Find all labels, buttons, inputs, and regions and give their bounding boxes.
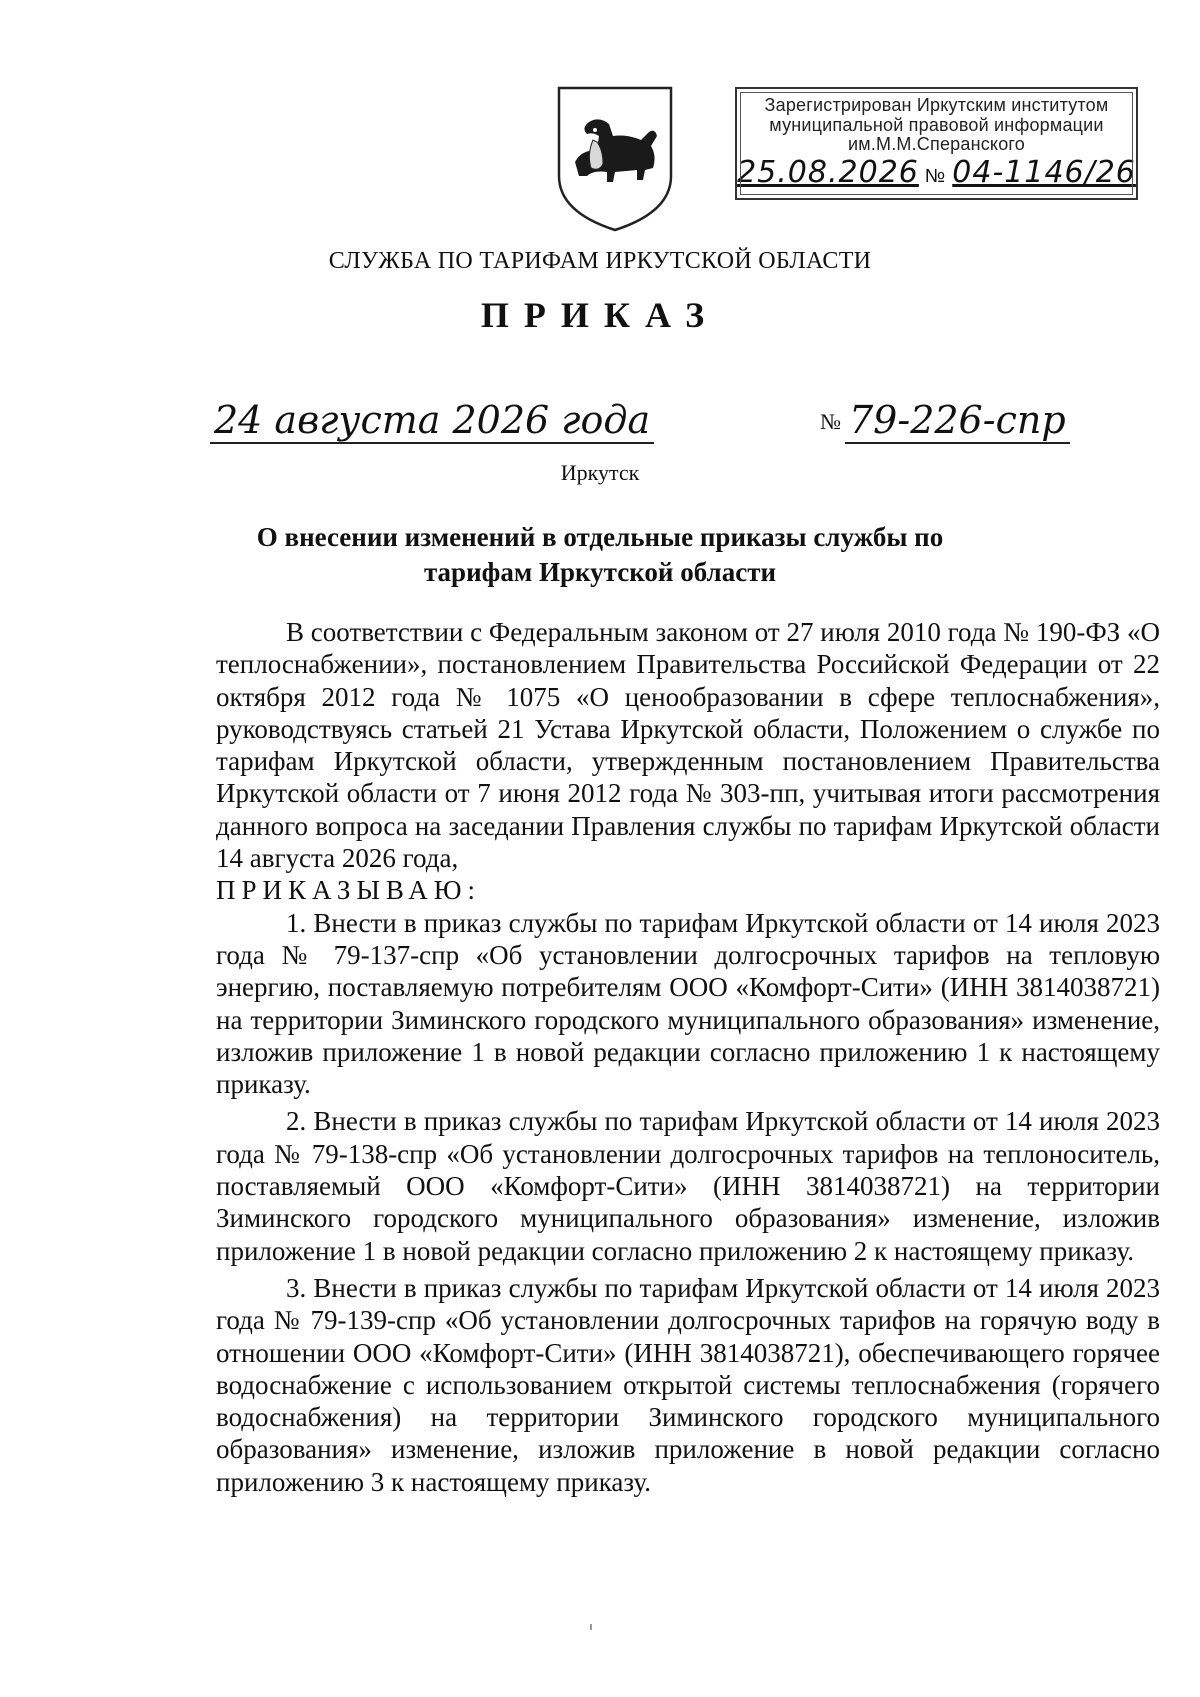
document-type-title: ПРИКАЗ: [480, 295, 720, 335]
city-name: Иркутск: [560, 460, 640, 485]
decree-word: ПРИКАЗЫВАЮ:: [216, 875, 481, 906]
stamp-registration-date: 25.08.2026: [737, 155, 919, 190]
stamp-registration-number: 04-1146/26: [952, 155, 1136, 190]
stamp-line-3: им.М.М.Сперанского: [847, 134, 1025, 154]
preamble-paragraph: В соответствии с Федеральным законом от 27 июля 2010 года № 190-ФЗ «О теплоснабжении», постановлением Правительства Российской Федерации от 22 октября 2012 года № 1075 «О ценообразовании в сфере теплоснабжения», руководствуясь статьей 21 Устава Иркутской области, Положением о службе по тарифам Иркутской области, утвержденным постановлением Правительства Иркутской области от 7 июня 2012 года № 303-пп, учитывая итоги рассмотрения данного вопроса на заседании Правления службы по тарифам Иркутской области 14 августа 2026 года,: [216, 617, 1160, 874]
organization-name: СЛУЖБА ПО ТАРИФАМ ИРКУТСКОЙ ОБЛАСТИ: [328, 248, 872, 274]
stamp-number-sign: №: [924, 166, 947, 187]
scan-artifact: [590, 1624, 592, 1630]
order-body: [216, 616, 1160, 1503]
stamp-registration-entry: [737, 155, 1136, 190]
irkutsk-coat-of-arms-icon: [553, 84, 677, 234]
order-date-handwritten: 24 августа 2026 года: [210, 398, 654, 444]
order-subject-heading: О внесении изменений в отдельные приказы службы по тарифам Иркутской области: [256, 522, 944, 587]
stamp-line-2: муниципальной правовой информации: [769, 115, 1104, 135]
order-number-block: [820, 398, 1070, 442]
order-number-handwritten: 79-226-спр: [845, 398, 1070, 444]
order-item-2: 2. Внести в приказ службы по тарифам Иркутской области от 14 июля 2023 года № 79-138-спр «Об установлении долгосрочных тарифов на теплоноситель, поставляемый ООО «Комфорт-Сити» (ИНН 3814038721) на территории Зиминского городского муниципального образования» изменение, изложив приложение 1 в новой редакции согласно приложению 2 к настоящему приказу.: [216, 1106, 1160, 1266]
order-number-label: №: [820, 409, 841, 434]
stamp-line-1: Зарегистрирован Иркутским институтом: [764, 95, 1109, 115]
order-item-3: 3. Внести в приказ службы по тарифам Иркутской области от 14 июля 2023 года № 79-139-спр «Об установлении долгосрочных тарифов на горячую воду в отношении ООО «Комфорт-Сити» (ИНН 3814038721), обеспечивающего горячее водоснабжение с использованием открытой системы теплоснабжения (горячего водоснабжения) на территории Зиминского городского муниципального образования» изменение, изложив приложение в новой редакции согласно приложению 3 к настоящему приказу.: [216, 1272, 1160, 1497]
order-item-1: 1. Внести в приказ службы по тарифам Иркутской области от 14 июля 2023 года № 79-137-спр «Об установлении долгосрочных тарифов на тепловую энергию, поставляемую потребителям ООО «Комфорт-Сити» (ИНН 3814038721) на территории Зиминского городского муниципального образования» изменение, изложив приложение 1 в новой редакции согласно приложению 1 к настоящему приказу.: [216, 907, 1160, 1100]
registration-stamp: [735, 87, 1138, 200]
